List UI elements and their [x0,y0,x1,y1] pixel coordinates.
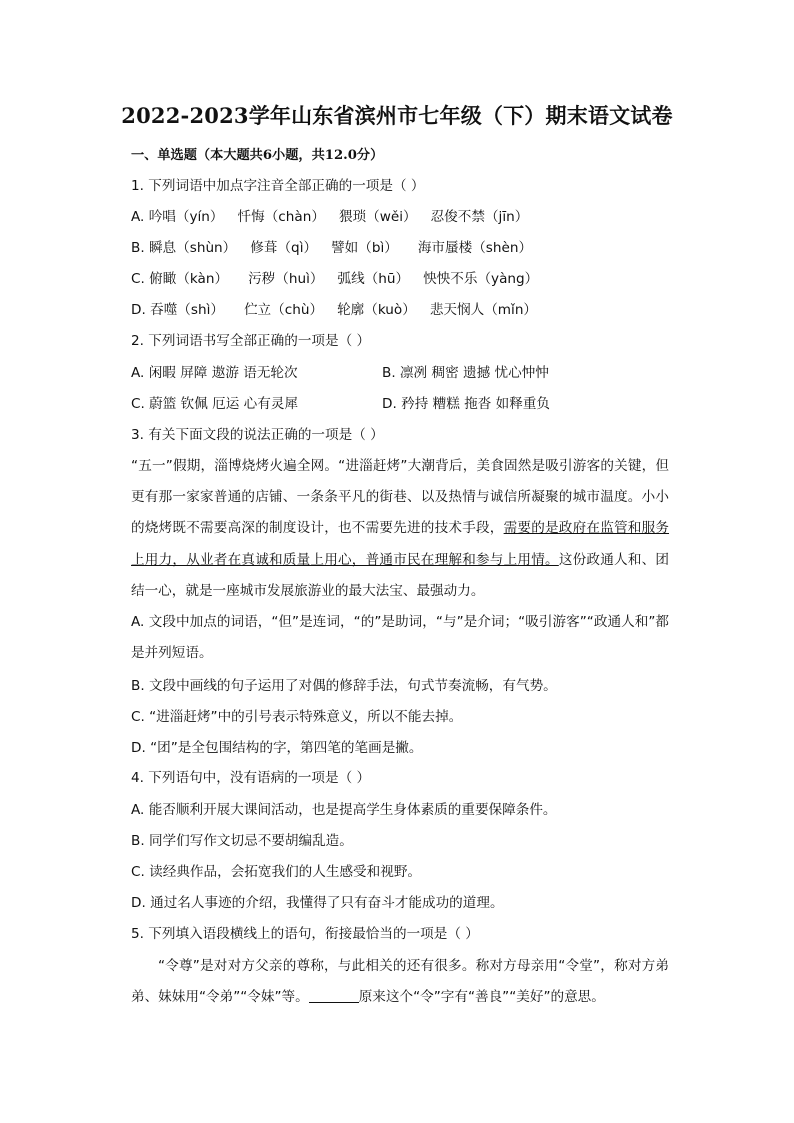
q4-option-b[interactable]: B. 同学们写作文切忌不要胡编乱造。 [131,833,353,849]
q1-b-1: B. 瞬息（shùn） [131,240,237,256]
q1-c-1: C. 俯瞰（kàn） [131,271,229,287]
q1-a-3: 猥琐（wěi） [338,209,417,225]
q3-passage-part1: “五一”假期，淄博烧烤火遍全网。“进淄赶烤”大潮背后，美食固然是吸引游客的关键，但更有那一家家普通的店铺、一条条平凡的街巷、以及热情与诚信所凝聚的城市温度。小小的烧烤既不需要高深的制度设计，也不需要先进的技术手段， [131,458,669,537]
section-heading: 一、单选题（本大题共6小题，共12.0分） [131,148,384,163]
q5-stem: 5. 下列填入语段横线上的语句，衔接最恰当的一项是（ ） [131,926,479,942]
q1-option-d[interactable] [131,300,537,320]
q2-stem: 2. 下列词语书写全部正确的一项是（ ） [131,333,371,349]
q1-d-1: D. 吞噬（shì） [131,302,224,318]
q1-b-2: 修葺（qì） [250,240,318,256]
q1-c-2: 污秽（huì） [248,271,324,287]
q2-options-row2 [131,394,551,414]
q4-option-a[interactable]: A. 能否顺利开展大课间活动，也是提高学生身体素质的重要保障条件。 [131,802,557,818]
q2-options-row1 [131,363,549,383]
q3-passage-underlined: 需要的是政府在监管和服务上用力，从业者在真诚和质量上用心，普通市民在理解和参与上用情。 [131,520,670,568]
q3-option-c[interactable]: C. “进淄赶烤”中的引号表示特殊意义，所以不能去掉。 [131,709,463,725]
q1-a-4: 忍俊不禁（jīn） [430,209,529,225]
q4-option-c[interactable]: C. 读经典作品，会拓宽我们的人生感受和视野。 [131,864,422,880]
q3-option-a[interactable]: A. 文段中加点的词语，“但”是连词，“的”是助词，“与”是介词；“吸引游客”“政通人和”都是并列短语。 [131,614,669,662]
q1-a-2: 忏悔（chàn） [237,209,325,225]
q4-option-d[interactable]: D. 通过名人事迹的介绍，我懂得了只有奋斗才能成功的道理。 [131,895,504,911]
q1-option-a[interactable] [131,207,528,227]
q3-option-d[interactable]: D. “团”是全包围结构的字，第四笔的笔画是撇。 [131,740,423,756]
q3-passage-part2: 这份政通人和、团结一心，就是一座城市发展旅游业的最大法宝、最强动力。 [131,551,670,599]
q5-passage-part2: 原来这个“令”字有“善良”“美好”的意思。 [358,989,605,1006]
fill-in-blank[interactable] [309,988,359,1003]
q1-b-4: 海市蜃楼（shèn） [417,240,533,256]
q1-a-1: A. 吟唱（yín） [131,209,224,225]
q1-d-3: 轮廓（kuò） [337,302,416,318]
q2-option-d[interactable]: D. 矜持 糟糕 拖沓 如释重负 [382,396,551,412]
q1-d-4: 悲天悯人（mǐn） [429,302,538,318]
q1-option-c[interactable] [131,269,538,289]
q4-stem: 4. 下列语句中，没有语病的一项是（ ） [131,770,371,786]
q1-option-b[interactable] [131,238,532,258]
q1-b-3: 譬如（bì） [331,240,398,256]
q1-d-2: 伫立（chù） [243,302,324,318]
exam-title: 2022-2023学年山东省滨州市七年级（下）期末语文试卷 [121,103,673,128]
q3-option-b[interactable]: B. 文段中画线的句子运用了对偶的修辞手法，句式节奏流畅，有气势。 [131,678,557,694]
q2-option-b[interactable]: B. 凛冽 稠密 遗撼 忧心忡忡 [382,365,549,381]
q2-option-a[interactable]: A. 闲暇 屏障 遨游 语无轮次 [131,365,298,381]
q5-passage-part1: “令尊”是对对方父亲的尊称，与此相关的还有很多。称对方母亲用“令堂”，称对方弟弟、妹妹用“令弟”“令妹”等。 [131,958,669,1006]
q3-passage [131,451,669,607]
q3-stem: 3. 有关下面文段的说法正确的一项是（ ） [131,427,384,443]
q1-stem: 1. 下列词语中加点字注音全部正确的一项是（ ） [131,178,425,194]
q1-c-4: 怏怏不乐（yàng） [423,271,539,287]
q5-passage [131,951,669,1013]
q2-option-c[interactable]: C. 蔚篮 钦佩 厄运 心有灵犀 [131,396,299,412]
q1-c-3: 弧线（hū） [337,271,410,287]
